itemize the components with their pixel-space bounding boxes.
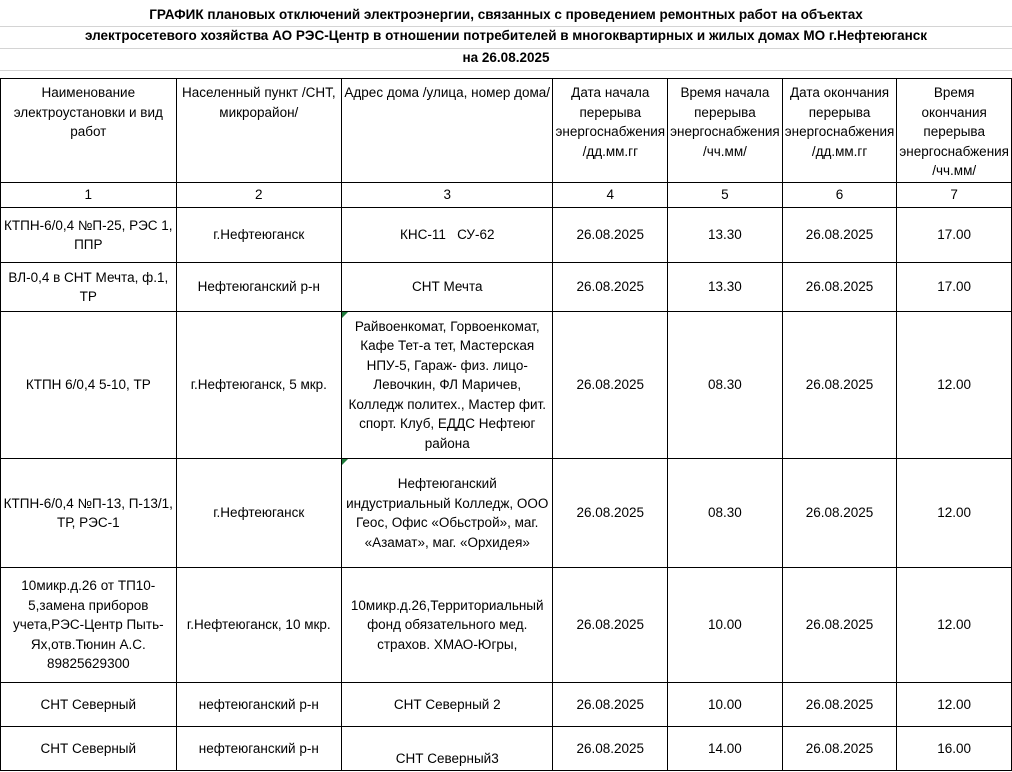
start-time-cell: 08.30 [668,459,783,568]
header-end-time: Время окончания перерыва энергоснабжения /чч.мм/ [897,79,1012,183]
start-date-cell: 26.08.2025 [553,568,668,683]
end-time-cell: 17.00 [897,208,1012,263]
end-date-cell: 26.08.2025 [782,263,897,312]
column-number: 6 [782,183,897,208]
end-time-cell: 17.00 [897,263,1012,312]
header-row [1,79,1012,183]
title-line-2: электросетевого хозяйства АО РЭС-Центр в отношении потребителей в многоквартирных и жилых домах МО г.Нефтеюганск [84,28,928,43]
table-row [1,208,1012,263]
title-line-3: на 26.08.2025 [462,50,550,65]
title-line-1: ГРАФИК плановых отключений электроэнергии, связанных с проведением ремонтных работ на объектах [149,7,863,22]
installation-cell: КТПН 6/0,4 5-10, ТР [1,312,177,459]
outage-schedule-table [0,78,1012,771]
table-row [1,727,1012,771]
locality-cell: г.Нефтеюганск [176,459,341,568]
locality-cell: нефтеюганский р-н [176,683,341,727]
header-start-date: Дата начала перерыва энергоснабжения /дд.мм.гг [553,79,668,183]
column-number: 5 [668,183,783,208]
column-number: 3 [341,183,553,208]
start-time-cell: 10.00 [668,568,783,683]
table-row [1,568,1012,683]
locality-cell: г.Нефтеюганск, 10 мкр. [176,568,341,683]
address-cell: Райвоенкомат, Горвоенкомат, Кафе Тет-а тет, Мастерская НПУ-5, Гараж- физ. лицо-Левочкин, ФЛ Маричев, Колледж политех., Мастер фит. спорт. Клуб, ЕДДС Нефтеюг района [341,312,553,459]
end-time-cell: 12.00 [897,683,1012,727]
header-installation: Наименование электроустановки и вид работ [1,79,177,183]
table-row [1,459,1012,568]
column-number: 2 [176,183,341,208]
address-cell: СНТ Северный3 [341,727,553,771]
table-row [1,263,1012,312]
end-date-cell: 26.08.2025 [782,683,897,727]
start-time-cell: 14.00 [668,727,783,771]
address-cell: 10микр.д.26,Территориальный фонд обязательного мед. страхов. ХМАО-Югры, [341,568,553,683]
end-date-cell: 26.08.2025 [782,312,897,459]
start-time-cell: 13.30 [668,208,783,263]
table-row [1,312,1012,459]
locality-cell: Нефтеюганский р-н [176,263,341,312]
header-start-time: Время начала перерыва энергоснабжения /чч.мм/ [668,79,783,183]
installation-cell: СНТ Северный [1,683,177,727]
address-cell: СНТ Мечта [341,263,553,312]
installation-cell: ВЛ-0,4 в СНТ Мечта, ф.1, ТР [1,263,177,312]
column-number: 1 [1,183,177,208]
end-date-cell: 26.08.2025 [782,459,897,568]
start-date-cell: 26.08.2025 [553,208,668,263]
address-cell: Нефтеюганский индустриальный Колледж, ООО Геос, Офис «Обьстрой», маг. «Азамат», маг. «Орхидея» [341,459,553,568]
grid-line [0,70,1012,71]
installation-cell: СНТ Северный [1,727,177,771]
column-number: 7 [897,183,1012,208]
end-time-cell: 12.00 [897,312,1012,459]
column-number-row [1,183,1012,208]
table-row [1,683,1012,727]
installation-cell: КТПН-6/0,4 №П-25, РЭС 1, ППР [1,208,177,263]
address-cell: КНС-11 СУ-62 [341,208,553,263]
start-date-cell: 26.08.2025 [553,459,668,568]
start-time-cell: 08.30 [668,312,783,459]
start-date-cell: 26.08.2025 [553,312,668,459]
start-time-cell: 13.30 [668,263,783,312]
end-date-cell: 26.08.2025 [782,727,897,771]
column-number: 4 [553,183,668,208]
header-locality: Населенный пункт /СНТ, микрорайон/ [176,79,341,183]
locality-cell: нефтеюганский р-н [176,727,341,771]
end-date-cell: 26.08.2025 [782,568,897,683]
installation-cell: 10микр.д.26 от ТП10-5,замена приборов учета,РЭС-Центр Пыть-Ях,отв.Тюнин А.С. 89825629300 [1,568,177,683]
installation-cell: КТПН-6/0,4 №П-13, П-13/1, ТР, РЭС-1 [1,459,177,568]
start-date-cell: 26.08.2025 [553,683,668,727]
address-cell: СНТ Северный 2 [341,683,553,727]
start-date-cell: 26.08.2025 [553,263,668,312]
end-time-cell: 12.00 [897,568,1012,683]
end-date-cell: 26.08.2025 [782,208,897,263]
start-date-cell: 26.08.2025 [553,727,668,771]
locality-cell: г.Нефтеюганск, 5 мкр. [176,312,341,459]
header-end-date: Дата окончания перерыва энергоснабжения /дд.мм.гг [782,79,897,183]
end-time-cell: 12.00 [897,459,1012,568]
start-time-cell: 10.00 [668,683,783,727]
locality-cell: г.Нефтеюганск [176,208,341,263]
end-time-cell: 16.00 [897,727,1012,771]
header-address: Адрес дома /улица, номер дома/ [341,79,553,183]
